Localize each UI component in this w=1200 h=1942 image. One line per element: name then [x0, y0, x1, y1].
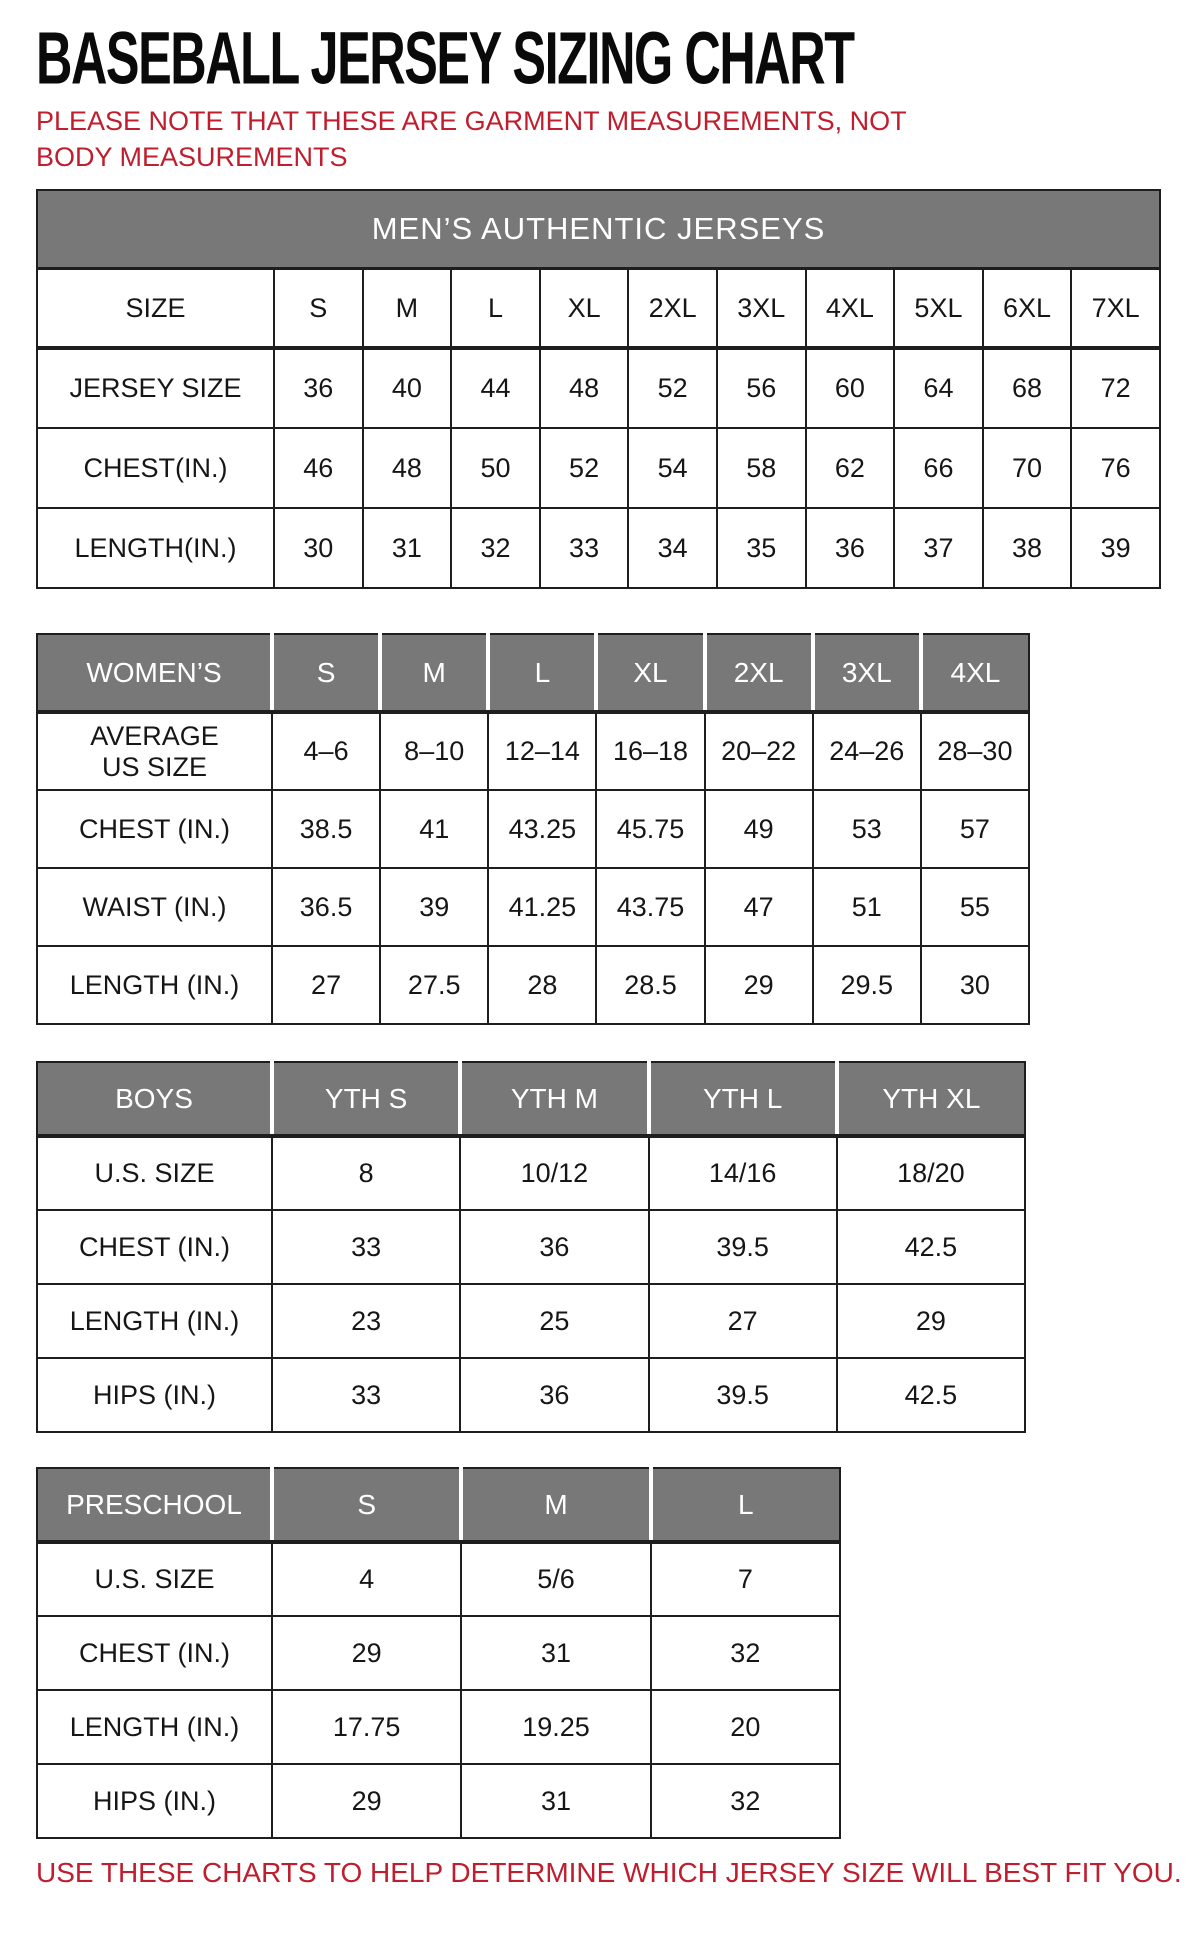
row-label-cell: LENGTH(IN.) [37, 508, 274, 588]
table-banner: MEN’S AUTHENTIC JERSEYS [37, 190, 1160, 268]
value-cell: 70 [983, 428, 1072, 508]
column-header-cell: XL [596, 634, 704, 712]
value-cell: 41 [380, 790, 488, 868]
row-label-cell: CHEST (IN.) [37, 1210, 272, 1284]
row-label-cell: LENGTH (IN.) [37, 946, 272, 1024]
row-label-cell: U.S. SIZE [37, 1136, 272, 1210]
mens-authentic-jerseys-table [36, 189, 1161, 589]
value-cell: 29 [272, 1764, 461, 1838]
table-title-cell: SIZE [37, 268, 274, 348]
value-cell: 32 [451, 508, 540, 588]
value-cell: 29 [837, 1284, 1025, 1358]
value-cell: 49 [705, 790, 813, 868]
row-label-cell: LENGTH (IN.) [37, 1284, 272, 1358]
footer-note: USE THESE CHARTS TO HELP DETERMINE WHICH JERSEY SIZE WILL BEST FIT YOU. [36, 1857, 1182, 1889]
value-cell: 29 [705, 946, 813, 1024]
value-cell: 60 [806, 348, 895, 428]
table-title-cell: BOYS [37, 1062, 272, 1136]
table-row [37, 790, 1029, 868]
table-row [37, 1284, 1025, 1358]
page-title: BASEBALL JERSEY SIZING CHART [36, 16, 854, 100]
value-cell: 24–26 [813, 712, 921, 790]
value-cell: 34 [628, 508, 717, 588]
value-cell: 38.5 [272, 790, 380, 868]
table-row [37, 1542, 840, 1616]
value-cell: 27.5 [380, 946, 488, 1024]
value-cell: 18/20 [837, 1136, 1025, 1210]
value-cell: 52 [540, 428, 629, 508]
column-header-cell: XL [540, 268, 629, 348]
column-header-cell: 4XL [921, 634, 1029, 712]
value-cell: 40 [363, 348, 452, 428]
table-row [37, 508, 1160, 588]
column-header-cell: YTH L [649, 1062, 837, 1136]
value-cell: 42.5 [837, 1210, 1025, 1284]
value-cell: 43.75 [596, 868, 704, 946]
womens-jerseys-table [36, 633, 1030, 1025]
table-row [37, 1690, 840, 1764]
value-cell: 23 [272, 1284, 460, 1358]
value-cell: 4 [272, 1542, 461, 1616]
value-cell: 28.5 [596, 946, 704, 1024]
value-cell: 52 [628, 348, 717, 428]
column-header-cell: S [274, 268, 363, 348]
value-cell: 68 [983, 348, 1072, 428]
column-header-cell: 2XL [705, 634, 813, 712]
column-header-cell: 7XL [1071, 268, 1160, 348]
value-cell: 58 [717, 428, 806, 508]
column-header-cell: L [651, 1468, 840, 1542]
value-cell: 38 [983, 508, 1072, 588]
value-cell: 39 [380, 868, 488, 946]
table-row [37, 946, 1029, 1024]
value-cell: 10/12 [460, 1136, 648, 1210]
value-cell: 36.5 [272, 868, 380, 946]
value-cell: 66 [894, 428, 983, 508]
table-banner-row [37, 190, 1160, 268]
value-cell: 45.75 [596, 790, 704, 868]
value-cell: 7 [651, 1542, 840, 1616]
table-title-cell: PRESCHOOL [37, 1468, 272, 1542]
table-row [37, 1616, 840, 1690]
value-cell: 29 [272, 1616, 461, 1690]
value-cell: 33 [272, 1358, 460, 1432]
value-cell: 36 [460, 1358, 648, 1432]
table-row [37, 1764, 840, 1838]
value-cell: 46 [274, 428, 363, 508]
value-cell: 4–6 [272, 712, 380, 790]
value-cell: 32 [651, 1764, 840, 1838]
value-cell: 48 [363, 428, 452, 508]
value-cell: 36 [274, 348, 363, 428]
table-row [37, 1136, 1025, 1210]
column-header-cell: M [363, 268, 452, 348]
value-cell: 17.75 [272, 1690, 461, 1764]
value-cell: 35 [717, 508, 806, 588]
value-cell: 28 [488, 946, 596, 1024]
row-label-cell: CHEST (IN.) [37, 1616, 272, 1690]
value-cell: 16–18 [596, 712, 704, 790]
table-row [37, 868, 1029, 946]
column-header-cell: 2XL [628, 268, 717, 348]
value-cell: 36 [806, 508, 895, 588]
table-title-cell: WOMEN’S [37, 634, 272, 712]
value-cell: 33 [272, 1210, 460, 1284]
value-cell: 27 [649, 1284, 837, 1358]
row-label-cell: CHEST(IN.) [37, 428, 274, 508]
column-header-cell: S [272, 634, 380, 712]
value-cell: 72 [1071, 348, 1160, 428]
boys-jerseys-table [36, 1061, 1026, 1433]
row-label-cell: AVERAGE US SIZE [37, 712, 272, 790]
row-label-cell: HIPS (IN.) [37, 1764, 272, 1838]
row-label-cell: JERSEY SIZE [37, 348, 274, 428]
value-cell: 56 [717, 348, 806, 428]
row-label-cell: LENGTH (IN.) [37, 1690, 272, 1764]
value-cell: 33 [540, 508, 629, 588]
value-cell: 20–22 [705, 712, 813, 790]
value-cell: 44 [451, 348, 540, 428]
value-cell: 14/16 [649, 1136, 837, 1210]
value-cell: 36 [460, 1210, 648, 1284]
value-cell: 48 [540, 348, 629, 428]
table-row [37, 712, 1029, 790]
value-cell: 55 [921, 868, 1029, 946]
value-cell: 31 [363, 508, 452, 588]
value-cell: 39 [1071, 508, 1160, 588]
value-cell: 39.5 [649, 1210, 837, 1284]
value-cell: 25 [460, 1284, 648, 1358]
column-header-row [37, 634, 1029, 712]
value-cell: 19.25 [461, 1690, 650, 1764]
column-header-cell: YTH S [272, 1062, 460, 1136]
value-cell: 57 [921, 790, 1029, 868]
column-header-cell: S [272, 1468, 461, 1542]
value-cell: 54 [628, 428, 717, 508]
column-header-cell: 4XL [806, 268, 895, 348]
row-label-cell: U.S. SIZE [37, 1542, 272, 1616]
column-header-cell: M [461, 1468, 650, 1542]
value-cell: 62 [806, 428, 895, 508]
column-header-cell: 3XL [813, 634, 921, 712]
value-cell: 64 [894, 348, 983, 428]
table-row [37, 1210, 1025, 1284]
table-row [37, 1358, 1025, 1432]
value-cell: 76 [1071, 428, 1160, 508]
value-cell: 20 [651, 1690, 840, 1764]
column-header-row [37, 268, 1160, 348]
value-cell: 31 [461, 1764, 650, 1838]
column-header-cell: YTH XL [837, 1062, 1025, 1136]
column-header-cell: 5XL [894, 268, 983, 348]
value-cell: 12–14 [488, 712, 596, 790]
column-header-cell: 6XL [983, 268, 1072, 348]
preschool-jerseys-table [36, 1467, 841, 1839]
column-header-cell: YTH M [460, 1062, 648, 1136]
row-label-cell: CHEST (IN.) [37, 790, 272, 868]
value-cell: 41.25 [488, 868, 596, 946]
value-cell: 47 [705, 868, 813, 946]
value-cell: 42.5 [837, 1358, 1025, 1432]
table-row [37, 348, 1160, 428]
column-header-row [37, 1468, 840, 1542]
value-cell: 28–30 [921, 712, 1029, 790]
value-cell: 8–10 [380, 712, 488, 790]
column-header-cell: L [451, 268, 540, 348]
value-cell: 37 [894, 508, 983, 588]
column-header-cell: 3XL [717, 268, 806, 348]
row-label-cell: HIPS (IN.) [37, 1358, 272, 1432]
value-cell: 39.5 [649, 1358, 837, 1432]
value-cell: 43.25 [488, 790, 596, 868]
value-cell: 31 [461, 1616, 650, 1690]
row-label-cell: WAIST (IN.) [37, 868, 272, 946]
value-cell: 8 [272, 1136, 460, 1210]
value-cell: 5/6 [461, 1542, 650, 1616]
column-header-row [37, 1062, 1025, 1136]
value-cell: 29.5 [813, 946, 921, 1024]
table-row [37, 428, 1160, 508]
value-cell: 50 [451, 428, 540, 508]
garment-measurements-note: PLEASE NOTE THAT THESE ARE GARMENT MEASUREMENTS, NOT BODY MEASUREMENTS [36, 106, 907, 172]
value-cell: 30 [274, 508, 363, 588]
column-header-cell: M [380, 634, 488, 712]
value-cell: 51 [813, 868, 921, 946]
value-cell: 30 [921, 946, 1029, 1024]
column-header-cell: L [488, 634, 596, 712]
value-cell: 27 [272, 946, 380, 1024]
value-cell: 53 [813, 790, 921, 868]
value-cell: 32 [651, 1616, 840, 1690]
